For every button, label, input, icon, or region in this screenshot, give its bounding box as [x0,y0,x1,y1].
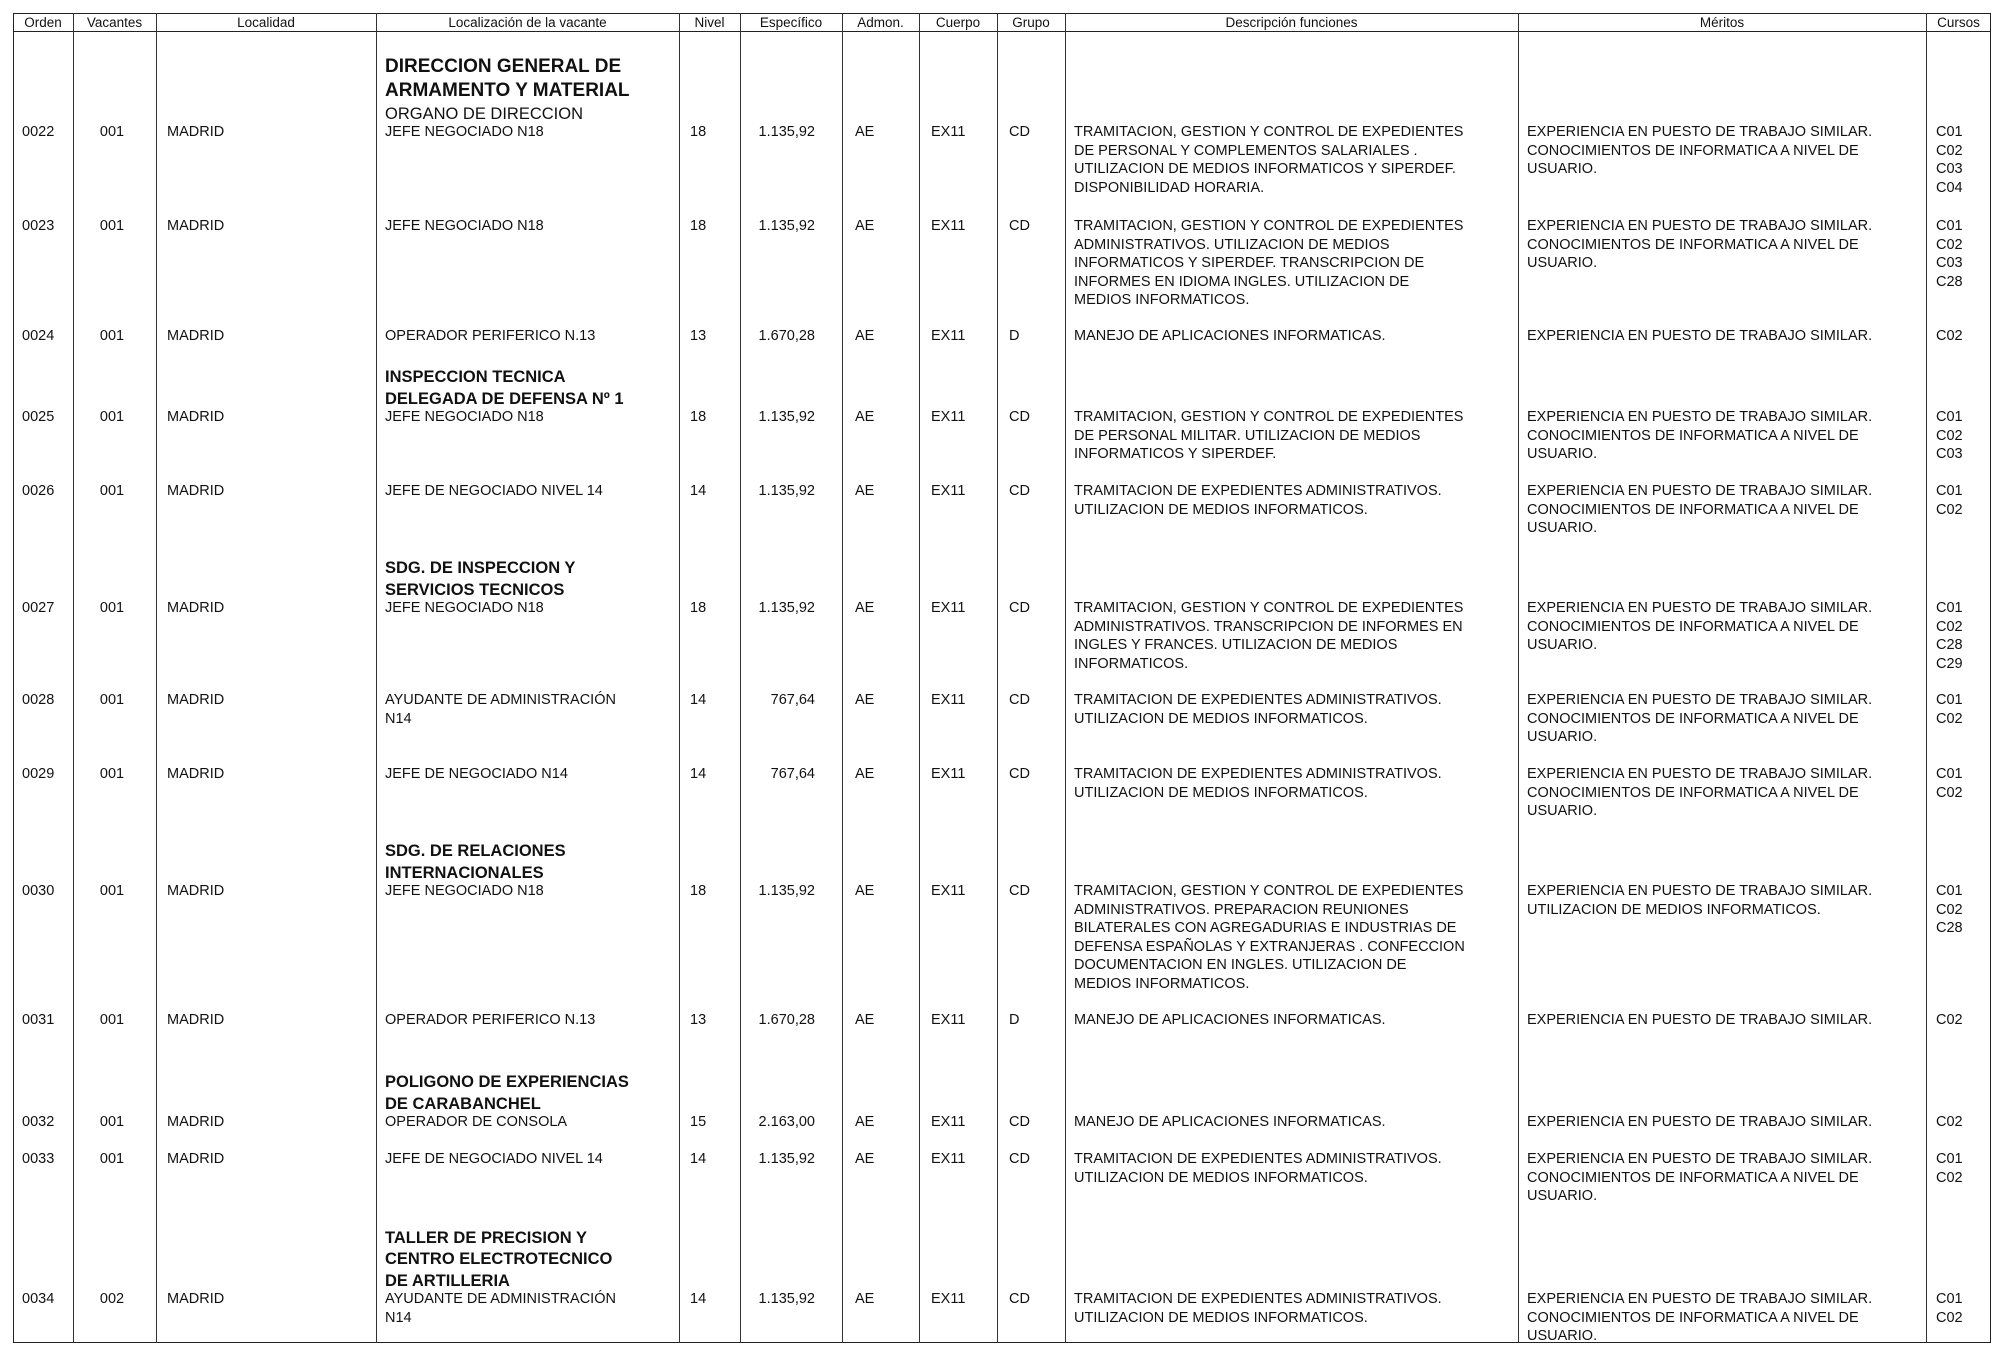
cell-admon: AE [855,1012,875,1028]
cell-especifico: 1.135,92 [758,1291,815,1307]
unit-heading [385,558,575,601]
cell-localidad: MADRID [167,883,225,899]
cell-nivel: 14 [690,1291,707,1307]
cell-nivel: 14 [690,483,707,499]
cell-vacantes: 001 [99,692,125,708]
cell-orden: 0033 [22,1151,55,1167]
cell-cursos: C01 C02 C03 C04 [1936,124,1963,196]
cell-vacantes: 001 [99,766,125,782]
cell-cursos: C02 [1936,1012,1963,1028]
cell-cursos: C02 [1936,1114,1963,1130]
unit-heading-line: DELEGADA DE DEFENSA Nº 1 [385,389,624,408]
unit-heading-line: POLIGONO DE EXPERIENCIAS [385,1073,629,1091]
cell-nivel: 18 [690,600,707,616]
cell-cursos: C01 C02 [1936,1291,1963,1326]
cell-puesto: JEFE NEGOCIADO N18 [385,409,544,425]
cell-admon: AE [855,1291,875,1307]
cell-vacantes: 001 [99,600,125,616]
cell-meritos: EXPERIENCIA EN PUESTO DE TRABAJO SIMILAR. CONOCIMIENTOS DE INFORMATICA A NIVEL DE USUARIO. [1527,483,1873,537]
column-divider [156,13,157,1343]
cell-cursos: C01 C02 C03 C28 [1936,218,1963,290]
unit-heading-line: INSPECCION TECNICA [385,368,566,386]
cell-admon: AE [855,1114,875,1130]
cell-especifico: 767,64 [770,692,815,708]
unit-heading [385,1072,629,1115]
cell-descripcion: MANEJO DE APLICACIONES INFORMATICAS. [1074,328,1386,344]
unit-heading-line: INTERNACIONALES [385,863,544,882]
cell-admon: AE [855,692,875,708]
unit-heading-line: DE CARABANCHEL [385,1094,541,1113]
cell-especifico: 1.670,28 [758,328,815,344]
cell-especifico: 1.135,92 [758,218,815,234]
unit-heading [385,1228,612,1293]
column-header-puesto: Localización de la vacante [448,15,607,30]
cell-meritos: EXPERIENCIA EN PUESTO DE TRABAJO SIMILAR. [1527,328,1873,344]
cell-meritos: EXPERIENCIA EN PUESTO DE TRABAJO SIMILAR. UTILIZACION DE MEDIOS INFORMATICOS. [1527,883,1873,918]
cell-vacantes: 001 [99,218,125,234]
cell-descripcion: TRAMITACION, GESTION Y CONTROL DE EXPEDIENTES DE PERSONAL MILITAR. UTILIZACION DE MEDIOS INFORMATICOS Y SIPERDEF. [1074,409,1464,463]
cell-descripcion: TRAMITACION DE EXPEDIENTES ADMINISTRATIVOS. UTILIZACION DE MEDIOS INFORMATICOS. [1074,1291,1442,1326]
cell-localidad: MADRID [167,1114,225,1130]
cell-meritos: EXPERIENCIA EN PUESTO DE TRABAJO SIMILAR. [1527,1114,1873,1130]
cell-vacantes: 001 [99,328,125,344]
cell-cursos: C01 C02 [1936,692,1963,727]
cell-puesto: AYUDANTE DE ADMINISTRACIÓN N14 [385,692,616,727]
cell-cursos: C01 C02 C03 [1936,409,1963,463]
cell-cuerpo: EX11 [931,124,966,140]
cell-admon: AE [855,766,875,782]
cell-orden: 0023 [22,218,55,234]
cell-puesto: JEFE DE NEGOCIADO NIVEL 14 [385,1151,603,1167]
cell-admon: AE [855,124,875,140]
cell-descripcion: TRAMITACION, GESTION Y CONTROL DE EXPEDIENTES ADMINISTRATIVOS. TRANSCRIPCION DE INFORMES EN INGLES Y FRANCES. UTILIZACION DE MEDIOS INFORMATICOS. [1074,600,1464,672]
cell-orden: 0024 [22,328,55,344]
cell-nivel: 18 [690,409,707,425]
cell-meritos: EXPERIENCIA EN PUESTO DE TRABAJO SIMILAR. CONOCIMIENTOS DE INFORMATICA A NIVEL DE USUARIO. [1527,124,1873,178]
column-divider [919,13,920,1343]
cell-descripcion: TRAMITACION, GESTION Y CONTROL DE EXPEDIENTES DE PERSONAL Y COMPLEMENTOS SALARIALES . UTILIZACION DE MEDIOS INFORMATICOS Y SIPERDEF. DISPONIBILIDAD HORARIA. [1074,124,1464,196]
unit-heading [385,367,624,410]
cell-admon: AE [855,883,875,899]
cell-descripcion: TRAMITACION, GESTION Y CONTROL DE EXPEDIENTES ADMINISTRATIVOS. PREPARACION REUNIONES BILATERALES CON AGREGADURIAS E INDUSTRIAS DE DEFENSA ESPAÑOLAS Y EXTRANJERAS . CONFECCION DOCUMENTACION EN INGLES. UTILIZACION DE MEDIOS INFORMATICOS. [1074,883,1465,992]
cell-cuerpo: EX11 [931,483,966,499]
cell-cursos: C01 C02 [1936,483,1963,518]
cell-cuerpo: EX11 [931,600,966,616]
cell-grupo: CD [1009,218,1030,234]
cell-descripcion: TRAMITACION DE EXPEDIENTES ADMINISTRATIVOS. UTILIZACION DE MEDIOS INFORMATICOS. [1074,766,1442,801]
unit-heading [385,55,630,125]
cell-nivel: 13 [690,1012,707,1028]
cell-grupo: CD [1009,1114,1030,1130]
cell-localidad: MADRID [167,218,225,234]
cell-descripcion: MANEJO DE APLICACIONES INFORMATICAS. [1074,1012,1386,1028]
column-divider [1926,13,1927,1343]
cell-grupo: CD [1009,483,1030,499]
cell-especifico: 1.670,28 [758,1012,815,1028]
cell-meritos: EXPERIENCIA EN PUESTO DE TRABAJO SIMILAR. CONOCIMIENTOS DE INFORMATICA A NIVEL DE USUARIO. [1527,1151,1873,1205]
cell-especifico: 1.135,92 [758,883,815,899]
cell-localidad: MADRID [167,409,225,425]
cell-cuerpo: EX11 [931,1114,966,1130]
cell-meritos: EXPERIENCIA EN PUESTO DE TRABAJO SIMILAR. CONOCIMIENTOS DE INFORMATICA A NIVEL DE USUARIO. [1527,692,1873,746]
cell-orden: 0029 [22,766,55,782]
cell-puesto: JEFE DE NEGOCIADO N14 [385,766,568,782]
column-divider [376,13,377,1343]
cell-cursos: C01 C02 C28 C29 [1936,600,1963,672]
cell-admon: AE [855,483,875,499]
cell-puesto: AYUDANTE DE ADMINISTRACIÓN N14 [385,1291,616,1326]
cell-meritos: EXPERIENCIA EN PUESTO DE TRABAJO SIMILAR. CONOCIMIENTOS DE INFORMATICA A NIVEL DE USUARIO. [1527,409,1873,463]
cell-orden: 0026 [22,483,55,499]
cell-vacantes: 002 [99,1291,125,1307]
cell-nivel: 14 [690,766,707,782]
cell-puesto: OPERADOR PERIFERICO N.13 [385,328,596,344]
column-divider [842,13,843,1343]
cell-localidad: MADRID [167,692,225,708]
cell-nivel: 14 [690,1151,707,1167]
unit-heading-line: ARMAMENTO Y MATERIAL [385,80,630,101]
cell-nivel: 14 [690,692,707,708]
cell-cursos: C01 C02 [1936,1151,1963,1186]
column-header-orden: Orden [24,15,62,30]
cell-grupo: CD [1009,600,1030,616]
cell-localidad: MADRID [167,1291,225,1307]
cell-vacantes: 001 [99,883,125,899]
cell-cuerpo: EX11 [931,409,966,425]
cell-cuerpo: EX11 [931,328,966,344]
cell-nivel: 13 [690,328,707,344]
cell-localidad: MADRID [167,124,225,140]
cell-vacantes: 001 [99,124,125,140]
cell-localidad: MADRID [167,1151,225,1167]
cell-descripcion: TRAMITACION, GESTION Y CONTROL DE EXPEDIENTES ADMINISTRATIVOS. UTILIZACION DE MEDIOS INFORMATICOS Y SIPERDEF. TRANSCRIPCION DE INFORMES EN IDIOMA INGLES. UTILIZACION DE MEDIOS INFORMATICOS. [1074,218,1464,309]
cell-grupo: CD [1009,883,1030,899]
unit-heading-line: TALLER DE PRECISION Y [385,1228,587,1247]
cell-admon: AE [855,328,875,344]
cell-admon: AE [855,409,875,425]
cell-descripcion: TRAMITACION DE EXPEDIENTES ADMINISTRATIVOS. UTILIZACION DE MEDIOS INFORMATICOS. [1074,692,1442,727]
cell-admon: AE [855,600,875,616]
cell-especifico: 2.163,00 [758,1114,815,1130]
cell-cuerpo: EX11 [931,883,966,899]
cell-nivel: 18 [690,883,707,899]
unit-heading-line: ORGANO DE DIRECCION [385,105,584,123]
unit-heading-line: DE ARTILLERIA [385,1271,510,1290]
unit-heading-line: SDG. DE INSPECCION Y [385,559,576,577]
cell-nivel: 18 [690,218,707,234]
cell-puesto: JEFE DE NEGOCIADO NIVEL 14 [385,483,603,499]
cell-especifico: 1.135,92 [758,1151,815,1167]
cell-orden: 0025 [22,409,55,425]
cell-puesto: OPERADOR PERIFERICO N.13 [385,1012,596,1028]
cell-especifico: 1.135,92 [758,600,815,616]
cell-localidad: MADRID [167,600,225,616]
cell-orden: 0030 [22,883,55,899]
cell-orden: 0034 [22,1291,55,1307]
column-divider [73,13,74,1343]
cell-vacantes: 001 [99,409,125,425]
unit-heading-line: SERVICIOS TECNICOS [385,580,565,599]
cell-localidad: MADRID [167,328,225,344]
cell-especifico: 1.135,92 [758,124,815,140]
cell-grupo: D [1009,1012,1020,1028]
cell-puesto: OPERADOR DE CONSOLA [385,1114,568,1130]
unit-heading-line: SDG. DE RELACIONES [385,842,566,860]
cell-cuerpo: EX11 [931,1291,966,1307]
column-header-vacantes: Vacantes [86,15,143,30]
unit-heading-line: CENTRO ELECTROTECNICO [385,1250,613,1268]
cell-descripcion: MANEJO DE APLICACIONES INFORMATICAS. [1074,1114,1386,1130]
column-divider [1065,13,1066,1343]
cell-grupo: CD [1009,1151,1030,1167]
cell-puesto: JEFE NEGOCIADO N18 [385,600,544,616]
unit-heading-line: DIRECCION GENERAL DE [385,56,622,77]
column-header-nivel: Nivel [694,15,725,30]
cell-especifico: 1.135,92 [758,483,815,499]
cell-grupo: D [1009,328,1020,344]
cell-orden: 0032 [22,1114,55,1130]
cell-cuerpo: EX11 [931,218,966,234]
column-header-cuerpo: Cuerpo [935,15,981,30]
cell-orden: 0028 [22,692,55,708]
column-header-cursos: Cursos [1937,15,1980,30]
cell-orden: 0022 [22,124,55,140]
cell-nivel: 15 [690,1114,707,1130]
cell-vacantes: 001 [99,1012,125,1028]
cell-localidad: MADRID [167,766,225,782]
cell-vacantes: 001 [99,1151,125,1167]
cell-grupo: CD [1009,409,1030,425]
cell-meritos: EXPERIENCIA EN PUESTO DE TRABAJO SIMILAR. CONOCIMIENTOS DE INFORMATICA A NIVEL DE USUARIO. [1527,218,1873,272]
cell-grupo: CD [1009,124,1030,140]
column-header-grupo: Grupo [1012,15,1050,30]
column-divider [679,13,680,1343]
unit-heading [385,841,566,884]
cell-puesto: JEFE NEGOCIADO N18 [385,883,544,899]
cell-orden: 0027 [22,600,55,616]
cell-localidad: MADRID [167,483,225,499]
cell-puesto: JEFE NEGOCIADO N18 [385,218,544,234]
cell-especifico: 1.135,92 [758,409,815,425]
cell-meritos: EXPERIENCIA EN PUESTO DE TRABAJO SIMILAR. CONOCIMIENTOS DE INFORMATICA A NIVEL DE USUARIO. [1527,1291,1873,1345]
column-header-localidad: Localidad [237,15,295,30]
cell-nivel: 18 [690,124,707,140]
cell-especifico: 767,64 [770,766,815,782]
column-header-especifico: Específico [759,15,823,30]
cell-puesto: JEFE NEGOCIADO N18 [385,124,544,140]
column-divider [740,13,741,1343]
cell-meritos: EXPERIENCIA EN PUESTO DE TRABAJO SIMILAR. CONOCIMIENTOS DE INFORMATICA A NIVEL DE USUARIO. [1527,766,1873,820]
column-header-admon: Admon. [857,15,904,30]
cell-cuerpo: EX11 [931,1012,966,1028]
column-header-meritos: Méritos [1699,15,1745,30]
column-header-descripcion: Descripción funciones [1225,15,1358,30]
cell-meritos: EXPERIENCIA EN PUESTO DE TRABAJO SIMILAR. CONOCIMIENTOS DE INFORMATICA A NIVEL DE USUARIO. [1527,600,1873,654]
cell-vacantes: 001 [99,483,125,499]
cell-descripcion: TRAMITACION DE EXPEDIENTES ADMINISTRATIVOS. UTILIZACION DE MEDIOS INFORMATICOS. [1074,483,1442,518]
cell-cursos: C02 [1936,328,1963,344]
cell-localidad: MADRID [167,1012,225,1028]
cell-cursos: C01 C02 [1936,766,1963,801]
cell-orden: 0031 [22,1012,55,1028]
cell-cuerpo: EX11 [931,766,966,782]
vacancies-table [13,13,1991,1343]
cell-cuerpo: EX11 [931,692,966,708]
cell-vacantes: 001 [99,1114,125,1130]
cell-cuerpo: EX11 [931,1151,966,1167]
cell-admon: AE [855,1151,875,1167]
column-divider [997,13,998,1343]
cell-meritos: EXPERIENCIA EN PUESTO DE TRABAJO SIMILAR. [1527,1012,1873,1028]
column-divider [1518,13,1519,1343]
cell-grupo: CD [1009,766,1030,782]
cell-cursos: C01 C02 C28 [1936,883,1963,937]
cell-grupo: CD [1009,1291,1030,1307]
cell-admon: AE [855,218,875,234]
cell-descripcion: TRAMITACION DE EXPEDIENTES ADMINISTRATIVOS. UTILIZACION DE MEDIOS INFORMATICOS. [1074,1151,1442,1186]
cell-grupo: CD [1009,692,1030,708]
